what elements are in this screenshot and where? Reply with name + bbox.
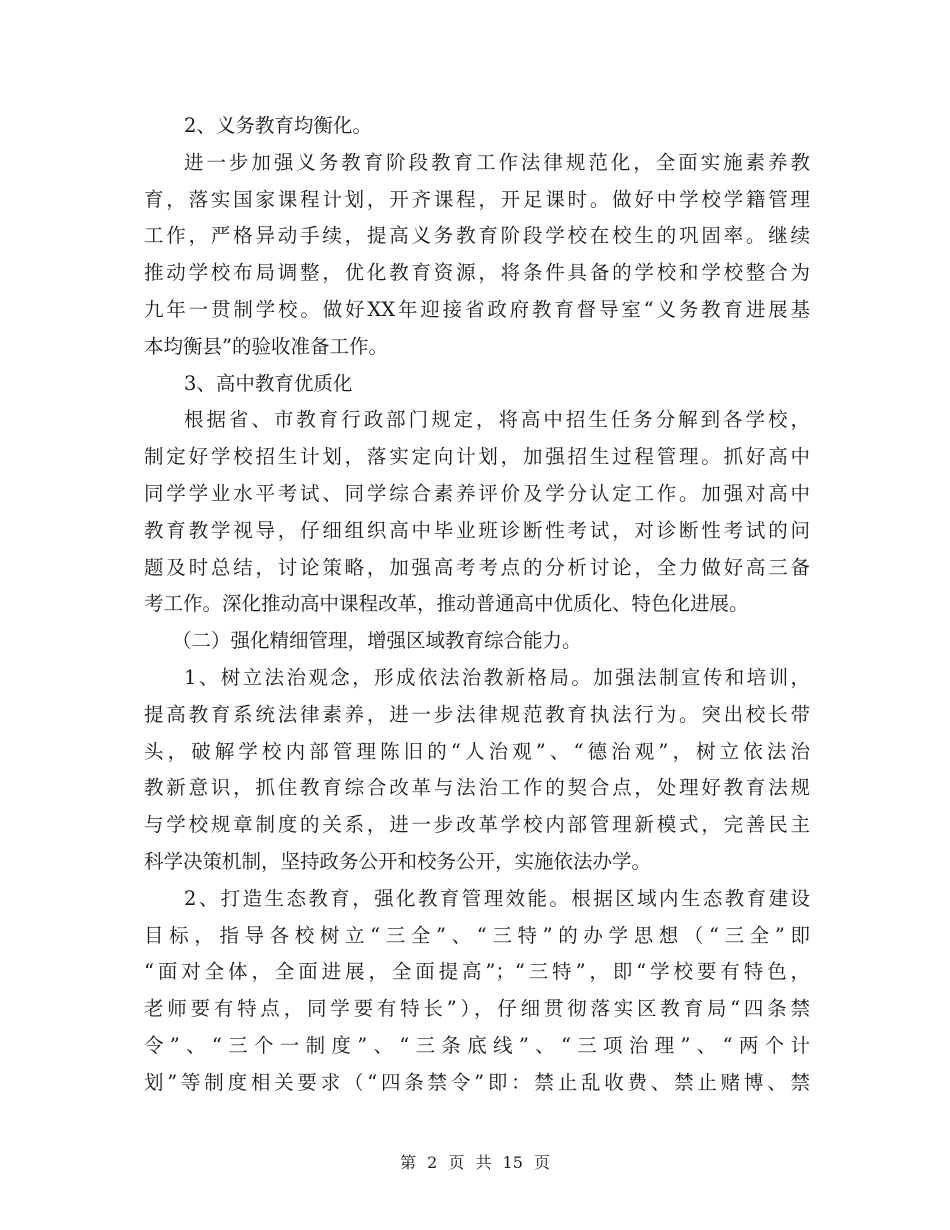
paragraph-p6-line: 与学校规章制度的关系，进一步改革学校内部管理新模式，完善民主: [144, 813, 810, 837]
paragraph-p4-line: 根据省、市教育行政部门规定，将高中招生任务分解到各学校，: [184, 408, 810, 432]
paragraph-p4-line: 教育教学视导，仔细组织高中毕业班诊断性考试，对诊断性考试的问: [144, 518, 810, 542]
paragraph-p1-line: 2、义务教育均衡化。: [184, 114, 372, 137]
paragraph-p2-line: 工作，严格异动手续，提高义务教育阶段学校在校生的巩固率。继续: [144, 224, 810, 248]
paragraph-p7-line: 令”、“三个一制度”、“三条底线”、“三项治理”、“两个计: [144, 1033, 810, 1057]
paragraph-p6-line: 提高教育系统法律素养，进一步法律规范教育执法行为。突出校长带: [144, 702, 810, 726]
paragraph-p7-line: 目标，指导各校树立“三全”、“三特”的办学思想（“三全”即: [144, 923, 810, 947]
document-body: [144, 108, 810, 1102]
paragraph-p4-line: 考工作。深化推动高中课程改革，推动普通高中优质化、特色化进展。: [144, 592, 749, 616]
paragraph-p7-line: “面对全体，全面进展，全面提高”；“三特”，即“学校要有特色，: [144, 960, 810, 984]
paragraph-p5-line: （二）强化精细管理，增强区域教育综合能力。: [172, 629, 582, 653]
paragraph-p4-line: 同学学业水平考试、同学综合素养评价及学分认定工作。加强对高中: [144, 481, 810, 505]
paragraph-p2-line: 育，落实国家课程计划，开齐课程，开足课时。做好中学校学籍管理: [144, 187, 810, 211]
paragraph-p2-line: 进一步加强义务教育阶段教育工作法律规范化，全面实施素养教: [184, 150, 810, 174]
paragraph-p4-line: 制定好学校招生计划，落实定向计划，加强招生过程管理。抓好高中: [144, 445, 810, 469]
page-footer: 第 2 页 共 15 页: [400, 1153, 550, 1172]
paragraph-p7-line: 老师要有特点，同学要有特长”），仔细贯彻落实区教育局“四条禁: [144, 997, 810, 1021]
paragraph-p6-line: 教新意识，抓住教育综合改革与法治工作的契合点，处理好教育法规: [144, 776, 810, 800]
paragraph-p2-line: 本均衡县”的验收准备工作。: [144, 334, 388, 358]
paragraph-p7-line: 2、打造生态教育，强化教育管理效能。根据区域内生态教育建设: [184, 886, 810, 910]
paragraph-p6-line: 科学决策机制，坚持政务公开和校务公开，实施依法办学。: [144, 849, 652, 873]
paragraph-p3-line: 3、高中教育优质化: [184, 371, 353, 395]
paragraph-p2-line: 九年一贯制学校。做好XX年迎接省政府教育督导室“义务教育进展基: [144, 297, 810, 321]
paragraph-p6-line: 1、树立法治观念，形成依法治教新格局。加强法制宣传和培训，: [184, 665, 810, 689]
paragraph-p2-line: 推动学校布局调整，优化教育资源，将条件具备的学校和学校整合为: [144, 261, 810, 285]
paragraph-p4-line: 题及时总结，讨论策略，加强高考考点的分析讨论，全力做好高三备: [144, 555, 810, 579]
paragraph-p6-line: 头，破解学校内部管理陈旧的“人治观”、“德治观”，树立依法治: [144, 739, 810, 763]
paragraph-p7-line: 划”等制度相关要求（“四条禁令”即：禁止乱收费、禁止赌博、禁: [144, 1070, 810, 1094]
